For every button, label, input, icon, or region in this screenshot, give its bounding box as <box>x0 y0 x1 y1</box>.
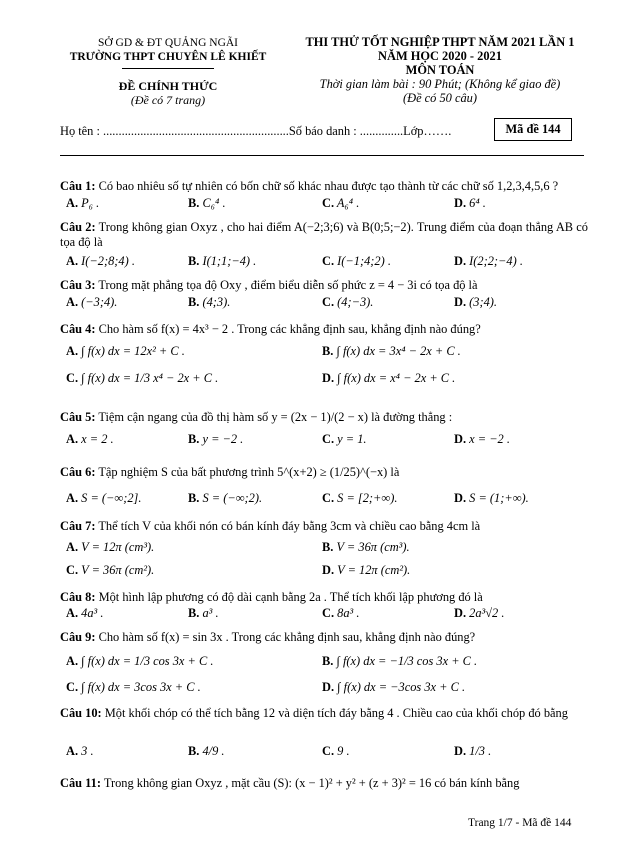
option-letter: D. <box>454 606 467 620</box>
option-letter: C. <box>322 606 335 620</box>
option-a <box>66 744 94 759</box>
option-text: V = 12π (cm²). <box>334 563 411 577</box>
option-b <box>322 344 461 359</box>
option-letter: B. <box>188 744 200 758</box>
option-letter: B. <box>322 654 334 668</box>
question-text: Có bao nhiêu số tự nhiên có bốn chữ số khác nhau được tạo thành từ các chữ số 1,2,3,4,5,6 ? <box>95 179 559 193</box>
option-b <box>188 196 226 211</box>
header-left <box>60 36 276 107</box>
question-label: Câu 1: <box>60 179 96 193</box>
option-letter: D. <box>454 254 467 268</box>
option-text: (4;−3). <box>334 295 374 309</box>
option-letter: D. <box>454 491 467 505</box>
option-letter: C. <box>322 491 335 505</box>
option-text: 9 . <box>334 744 350 758</box>
option-b <box>188 491 262 506</box>
option-a <box>66 654 213 669</box>
option-letter: D. <box>322 563 335 577</box>
info-divider <box>60 155 584 156</box>
option-b <box>322 654 477 669</box>
option-text: P₆ . <box>78 196 100 210</box>
question-text: Thể tích V của khối nón có bán kính đáy bằng 3cm và chiều cao bằng 4cm là <box>95 519 481 533</box>
option-c <box>66 371 218 386</box>
option-a <box>66 196 99 211</box>
school-year: NĂM HỌC 2020 - 2021 <box>378 49 502 63</box>
question-2 <box>60 220 588 250</box>
option-c <box>322 295 373 310</box>
option-letter: A. <box>66 432 79 446</box>
option-b <box>322 540 410 555</box>
header-right <box>290 35 590 105</box>
option-text: (−3;4). <box>78 295 118 309</box>
option-letter: B. <box>322 540 334 554</box>
question-text: Tiệm cận ngang của đồ thị hàm số y = (2x − 1)/(2 − x) là đường thẳng : <box>95 410 453 424</box>
question-8 <box>60 590 588 605</box>
question-label: Câu 2: <box>60 220 96 234</box>
question-label: Câu 7: <box>60 519 96 533</box>
option-letter: D. <box>322 680 335 694</box>
option-b <box>188 744 225 759</box>
option-text: A₆⁴ . <box>334 196 360 210</box>
option-text: 1/3 . <box>466 744 492 758</box>
option-letter: A. <box>66 540 79 554</box>
option-text: 8a³ . <box>334 606 360 620</box>
page-footer: Trang 1/7 - Mã đề 144 <box>468 817 572 829</box>
question-label: Câu 11: <box>60 776 101 790</box>
question-text: Trong không gian Oxyz , mặt cầu (S): (x − 1)² + y² + (z + 3)² = 16 có bán kính bằng <box>100 776 520 790</box>
option-letter: A. <box>66 295 79 309</box>
name-field: Họ tên : ............................................................ <box>60 124 289 138</box>
option-a <box>66 295 117 310</box>
option-d <box>322 680 465 695</box>
option-text: S = (−∞;2]. <box>78 491 142 505</box>
option-text: S = (−∞;2). <box>199 491 263 505</box>
option-text: ∫ f(x) dx = 12x² + C . <box>78 344 185 358</box>
option-c <box>322 254 391 269</box>
option-letter: D. <box>454 432 467 446</box>
option-text: 3 . <box>78 744 94 758</box>
option-text: (3;4). <box>466 295 498 309</box>
option-text: x = −2 . <box>466 432 510 446</box>
question-text: Trong không gian Oxyz , cho hai điểm A(−2;3;6) và B(0;5;−2). Trung điểm của đoạn thẳng AB có tọa độ là <box>60 220 588 249</box>
option-text: V = 36π (cm³). <box>333 540 410 554</box>
option-letter: C. <box>66 563 79 577</box>
question-7 <box>60 519 588 534</box>
option-letter: C. <box>66 371 79 385</box>
option-a <box>66 254 135 269</box>
question-10 <box>60 706 588 721</box>
option-c <box>322 432 367 447</box>
question-label: Câu 6: <box>60 465 96 479</box>
option-text: V = 36π (cm²). <box>78 563 155 577</box>
option-letter: B. <box>322 344 334 358</box>
option-d <box>322 371 455 386</box>
option-d <box>454 432 510 447</box>
question-5 <box>60 410 588 425</box>
option-letter: B. <box>188 254 200 268</box>
option-text: I(2;2;−4) . <box>466 254 523 268</box>
option-text: ∫ f(x) dx = −3cos 3x + C . <box>334 680 466 694</box>
option-text: y = 1. <box>334 432 367 446</box>
option-letter: A. <box>66 254 79 268</box>
option-c <box>66 680 201 695</box>
question-count: (Đề có 50 câu) <box>403 91 477 105</box>
option-text: 2a³√2 . <box>466 606 505 620</box>
question-3 <box>60 278 588 293</box>
option-letter: C. <box>322 744 335 758</box>
option-letter: A. <box>66 344 79 358</box>
option-text: 6⁴ . <box>466 196 486 210</box>
option-text: 4a³ . <box>78 606 104 620</box>
option-text: a³ . <box>199 606 219 620</box>
question-text: Một hình lập phương có độ dài cạnh bằng 2a . Thể tích khối lập phương đó là <box>95 590 483 604</box>
option-c <box>66 563 154 578</box>
option-letter: D. <box>454 196 467 210</box>
option-text: ∫ f(x) dx = 3x⁴ − 2x + C . <box>333 344 461 358</box>
question-label: Câu 3: <box>60 278 96 292</box>
option-letter: A. <box>66 654 79 668</box>
question-label: Câu 9: <box>60 630 96 644</box>
option-d <box>454 196 486 211</box>
option-c <box>322 744 350 759</box>
option-b <box>188 254 256 269</box>
option-letter: A. <box>66 606 79 620</box>
option-letter: C. <box>322 254 335 268</box>
department: SỞ GD & ĐT QUẢNG NGÃI <box>97 37 239 49</box>
question-text: Một khối chóp có thể tích bằng 12 và diện tích đáy bằng 4 . Chiều cao của khối chóp đó bằng <box>101 706 568 720</box>
option-letter: D. <box>454 744 467 758</box>
option-text: 4/9 . <box>199 744 225 758</box>
option-letter: A. <box>66 196 79 210</box>
option-c <box>322 196 359 211</box>
option-a <box>66 606 103 621</box>
option-b <box>188 432 243 447</box>
option-d <box>322 563 410 578</box>
option-a <box>66 491 141 506</box>
question-4 <box>60 322 588 337</box>
question-text: Cho hàm số f(x) = 4x³ − 2 . Trong các khẳng định sau, khẳng định nào đúng? <box>95 322 481 336</box>
option-letter: B. <box>188 606 200 620</box>
option-c <box>322 491 397 506</box>
question-11 <box>60 776 588 791</box>
option-letter: B. <box>188 432 200 446</box>
option-b <box>188 606 219 621</box>
option-text: y = −2 . <box>199 432 244 446</box>
option-d <box>454 295 497 310</box>
option-text: (4;3). <box>199 295 231 309</box>
question-text: Trong mặt phẳng tọa độ Oxy , điểm biểu diễn số phức z = 4 − 3i có tọa độ là <box>95 278 478 292</box>
option-a <box>66 540 154 555</box>
exam-code-box: Mã đề 144 <box>494 118 572 141</box>
option-text: C₆⁴ . <box>199 196 226 210</box>
option-text: I(−2;8;4) . <box>78 254 135 268</box>
subject: MÔN TOÁN <box>405 63 475 77</box>
header-divider <box>122 68 214 69</box>
option-letter: A. <box>66 744 79 758</box>
question-9 <box>60 630 588 645</box>
option-d <box>454 254 523 269</box>
question-text: Cho hàm số f(x) = sin 3x . Trong các khẳng định sau, khẳng định nào đúng? <box>95 630 476 644</box>
option-text: S = (1;+∞). <box>466 491 529 505</box>
class-field: Lớp……. <box>403 124 452 138</box>
official-label: ĐỀ CHÍNH THỨC <box>118 79 218 93</box>
option-letter: D. <box>322 371 335 385</box>
exam-title: THI THỬ TỐT NGHIỆP THPT NĂM 2021 LẦN 1 <box>305 35 575 49</box>
option-text: V = 12π (cm³). <box>78 540 155 554</box>
question-text: Tập nghiệm S của bất phương trình 5^(x+2) ≥ (1/25)^(−x) là <box>95 465 400 479</box>
duration: Thời gian làm bài : 90 Phút; (Không kể giao đề) <box>319 77 561 91</box>
option-text: ∫ f(x) dx = 1/3 x⁴ − 2x + C . <box>78 371 219 385</box>
option-b <box>188 295 230 310</box>
option-letter: B. <box>188 295 200 309</box>
page-count: (Đề có 7 trang) <box>130 93 206 107</box>
option-text: ∫ f(x) dx = 3cos 3x + C . <box>78 680 201 694</box>
option-d <box>454 744 491 759</box>
school-name: TRƯỜNG THPT CHUYÊN LÊ KHIẾT <box>69 51 267 63</box>
question-label: Câu 4: <box>60 322 96 336</box>
question-label: Câu 10: <box>60 706 102 720</box>
option-text: ∫ f(x) dx = x⁴ − 2x + C . <box>334 371 456 385</box>
option-letter: D. <box>454 295 467 309</box>
option-text: ∫ f(x) dx = −1/3 cos 3x + C . <box>333 654 478 668</box>
option-text: I(1;1;−4) . <box>199 254 257 268</box>
option-c <box>322 606 359 621</box>
question-label: Câu 5: <box>60 410 96 424</box>
id-field: Số báo danh : .............. <box>288 124 404 138</box>
option-letter: C. <box>322 432 335 446</box>
option-d <box>454 491 529 506</box>
option-a <box>66 344 185 359</box>
option-letter: B. <box>188 491 200 505</box>
option-text: S = [2;+∞). <box>334 491 398 505</box>
option-d <box>454 606 504 621</box>
option-letter: C. <box>66 680 79 694</box>
option-letter: B. <box>188 196 200 210</box>
option-text: x = 2 . <box>78 432 114 446</box>
option-text: I(−1;4;2) . <box>334 254 391 268</box>
question-label: Câu 8: <box>60 590 96 604</box>
question-1 <box>60 179 588 194</box>
option-letter: A. <box>66 491 79 505</box>
option-a <box>66 432 114 447</box>
option-text: ∫ f(x) dx = 1/3 cos 3x + C . <box>78 654 214 668</box>
question-6 <box>60 465 588 480</box>
option-letter: C. <box>322 295 335 309</box>
option-letter: C. <box>322 196 335 210</box>
